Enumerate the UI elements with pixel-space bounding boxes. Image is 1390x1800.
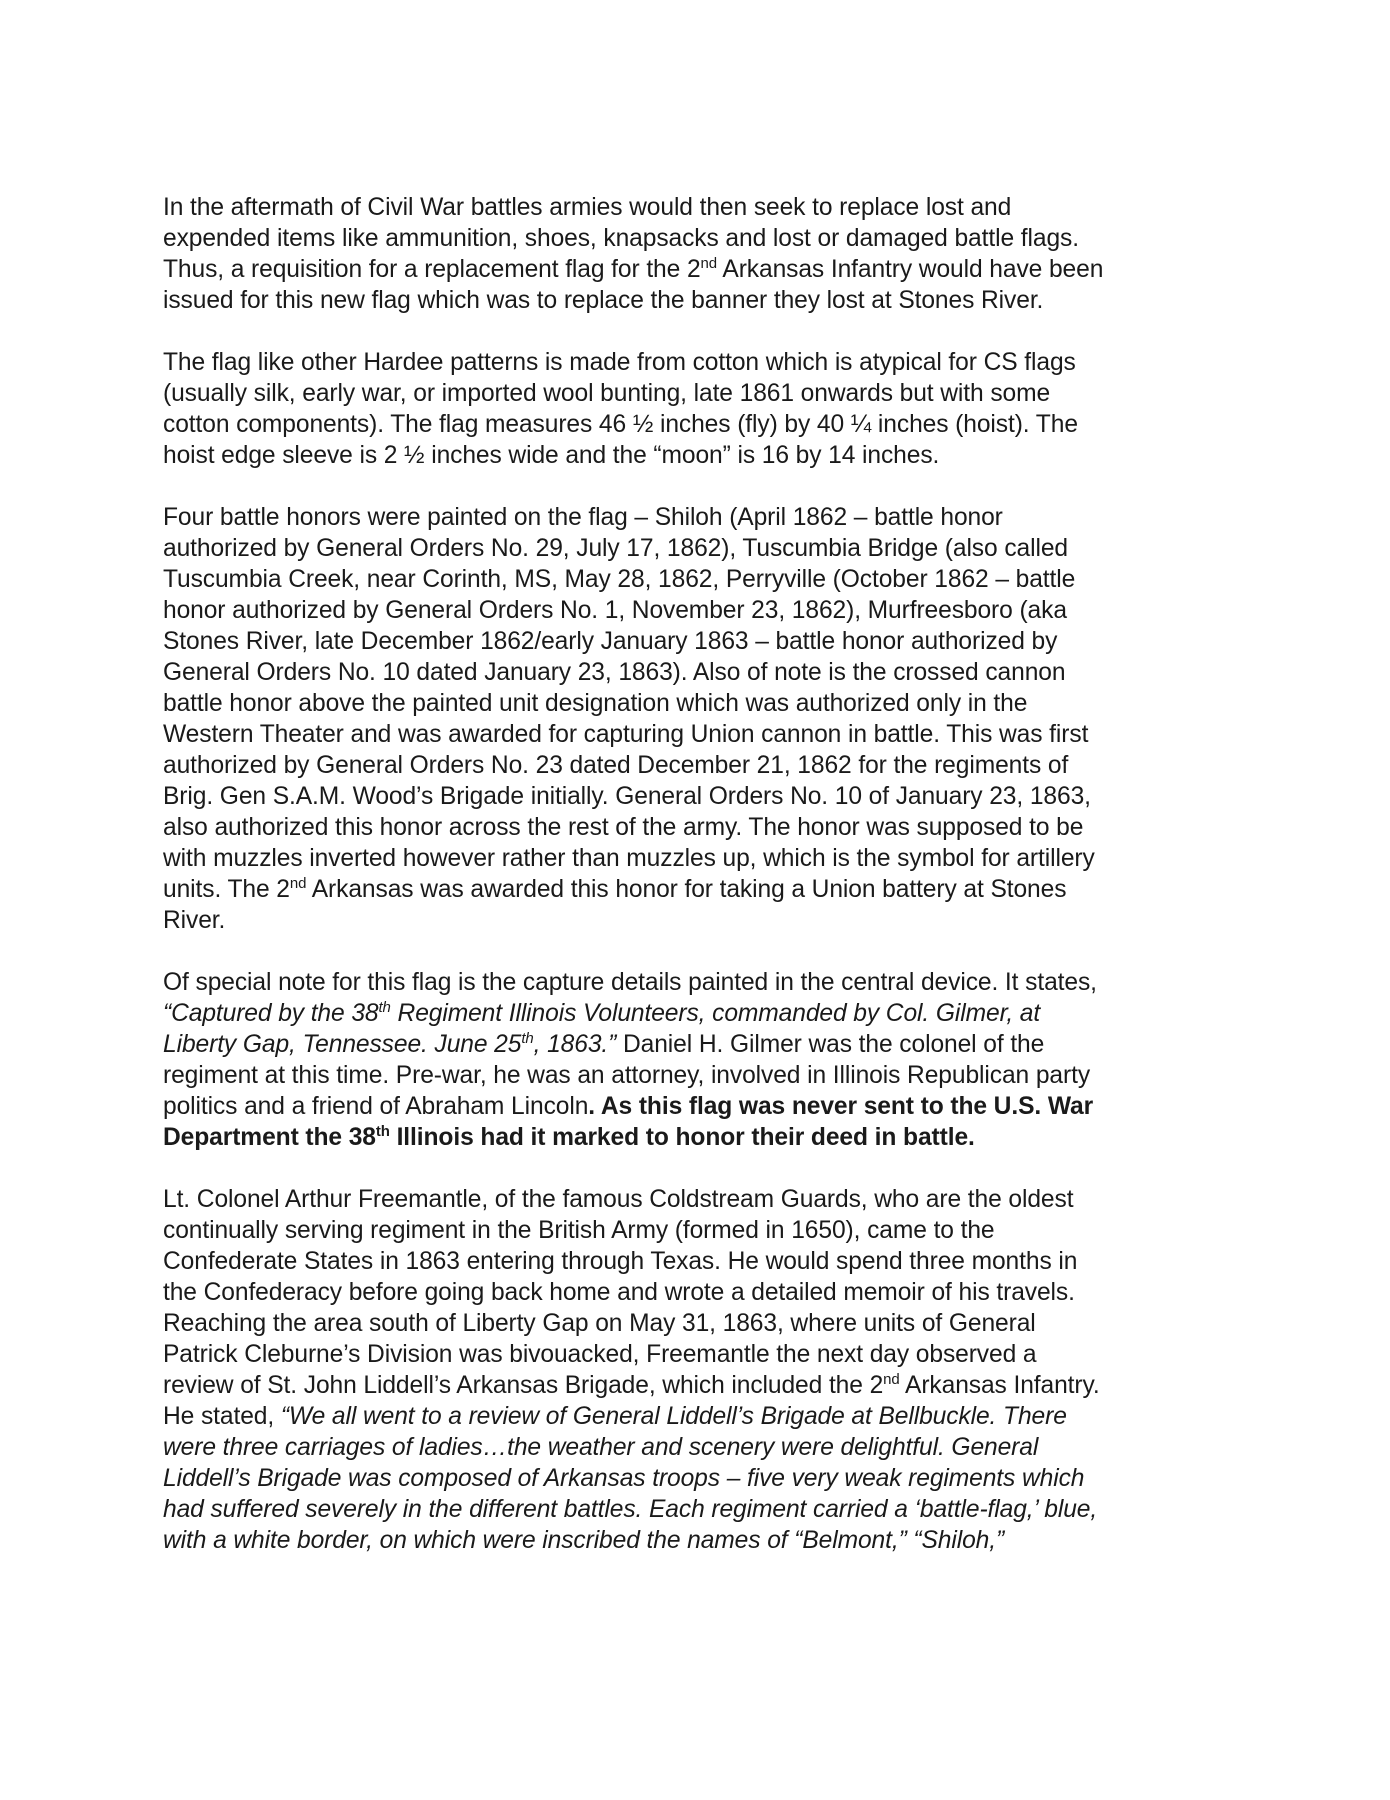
superscript: th <box>375 1123 390 1140</box>
text-segment: Thus, a requisition for a replacement flag for the 2 <box>163 256 701 283</box>
text-line <box>163 1401 1233 1432</box>
text-line: issued for this new flag which was to replace the banner they lost at Stones River. <box>163 287 1044 314</box>
text-line: Four battle honors were painted on the flag – Shiloh (April 1862 – battle honor <box>163 504 1003 531</box>
text-line <box>163 1091 1233 1122</box>
text-line: Stones River, late December 1862/early January 1863 – battle honor authorized by <box>163 628 1058 655</box>
text-line: with muzzles inverted however rather than muzzles up, which is the symbol for artillery <box>163 845 1095 872</box>
text-line: authorized by General Orders No. 23 dated December 21, 1862 for the regiments of <box>163 752 1069 779</box>
text-line: Western Theater and was awarded for capturing Union cannon in battle. This was first <box>163 721 1089 748</box>
text-line: cotton components). The flag measures 46 ½ inches (fly) by 40 ¼ inches (hoist). The <box>163 411 1078 438</box>
text-line: honor authorized by General Orders No. 1, November 23, 1862), Murfreesboro (aka <box>163 597 1067 624</box>
text-segment: review of St. John Liddell’s Arkansas Brigade, which included the 2 <box>163 1372 884 1399</box>
text-line: Lt. Colonel Arthur Freemantle, of the famous Coldstream Guards, who are the oldest <box>163 1186 1074 1213</box>
text-segment: units. The 2 <box>163 876 290 903</box>
document-body <box>163 192 1233 1556</box>
text-line <box>163 1370 1233 1401</box>
text-segment: Arkansas Infantry would have been <box>717 256 1104 283</box>
superscript: nd <box>289 875 307 892</box>
text-line: the Confederacy before going back home and wrote a detailed memoir of his travels. <box>163 1279 1075 1306</box>
text-line <box>163 874 1233 905</box>
text-line: also authorized this honor across the rest of the army. The honor was supposed to be <box>163 814 1084 841</box>
text-segment: Daniel H. Gilmer was the colonel of the <box>616 1031 1045 1058</box>
paragraph-freemantle <box>163 1184 1233 1556</box>
quote-segment: , 1863.” <box>533 1031 617 1058</box>
text-segment: politics and a friend of Abraham Lincoln <box>163 1093 589 1120</box>
text-line: Patrick Cleburne’s Division was bivouacked, Freemantle the next day observed a <box>163 1341 1037 1368</box>
superscript: th <box>521 1030 534 1047</box>
superscript: nd <box>883 1371 900 1388</box>
text-line: Brig. Gen S.A.M. Wood’s Brigade initially. General Orders No. 10 of January 23, 1863, <box>163 783 1091 810</box>
text-line <box>163 254 1233 285</box>
text-line: Confederate States in 1863 entering through Texas. He would spend three months in <box>163 1248 1078 1275</box>
text-line: Of special note for this flag is the capture details painted in the central device. It states, <box>163 969 1097 996</box>
text-line: (usually silk, early war, or imported wool bunting, late 1861 onwards but with some <box>163 380 1051 407</box>
superscript: nd <box>700 255 718 272</box>
text-line: authorized by General Orders No. 29, July 17, 1862), Tuscumbia Bridge (also called <box>163 535 1068 562</box>
text-line-quote: with a white border, on which were inscribed the names of “Belmont,” “Shiloh,” <box>163 1527 1005 1554</box>
text-line: Tuscumbia Creek, near Corinth, MS, May 28, 1862, Perryville (October 1862 – battle <box>163 566 1076 593</box>
paragraph-requisition <box>163 192 1233 316</box>
text-line <box>163 1029 1233 1060</box>
text-line: hoist edge sleeve is 2 ½ inches wide and the “moon” is 16 by 14 inches. <box>163 442 940 469</box>
text-line: expended items like ammunition, shoes, knapsacks and lost or damaged battle flags. <box>163 225 1079 252</box>
paragraph-flag-materials <box>163 347 1233 471</box>
text-segment: Illinois had it marked to honor their deed in battle. <box>389 1124 975 1151</box>
text-line: battle honor above the painted unit designation which was authorized only in the <box>163 690 1028 717</box>
text-segment: Arkansas was awarded this honor for taking a Union battery at Stones <box>306 876 1067 903</box>
text-line-quote: had suffered severely in the different battles. Each regiment carried a ‘battle-flag,’ blue, <box>163 1496 1098 1523</box>
text-segment: He stated, <box>163 1403 281 1430</box>
text-line: General Orders No. 10 dated January 23, 1863). Also of note is the crossed cannon <box>163 659 1066 686</box>
text-segment: Regiment Illinois Volunteers, commanded by Col. Gilmer, at <box>390 1000 1041 1027</box>
bold-segment: . As this flag was never sent to the U.S. War <box>588 1093 1094 1120</box>
text-line: The flag like other Hardee patterns is made from cotton which is atypical for CS flags <box>163 349 1076 376</box>
text-line: continually serving regiment in the British Army (formed in 1650), came to the <box>163 1217 995 1244</box>
text-line: Reaching the area south of Liberty Gap on May 31, 1863, where units of General <box>163 1310 1036 1337</box>
text-line-quote: were three carriages of ladies…the weather and scenery were delightful. General <box>163 1434 1039 1461</box>
text-line: River. <box>163 907 226 934</box>
text-segment: Department the 38 <box>163 1124 376 1151</box>
text-line-quote <box>163 998 1233 1029</box>
text-line-quote: Liddell’s Brigade was composed of Arkansas troops – five very weak regiments which <box>163 1465 1085 1492</box>
text-segment: Arkansas Infantry. <box>899 1372 1100 1399</box>
superscript: th <box>378 999 391 1016</box>
text-segment: “Captured by the 38 <box>163 1000 379 1027</box>
text-line: regiment at this time. Pre-war, he was an attorney, involved in Illinois Republican party <box>163 1062 1091 1089</box>
quote-segment: “We all went to a review of General Liddell’s Brigade at Bellbuckle. There <box>280 1403 1067 1430</box>
paragraph-capture-details <box>163 967 1233 1153</box>
paragraph-battle-honors <box>163 502 1233 936</box>
quote-segment: Liberty Gap, Tennessee. June 25 <box>163 1031 522 1058</box>
text-line: In the aftermath of Civil War battles armies would then seek to replace lost and <box>163 194 1012 221</box>
text-line-bold <box>163 1122 1233 1153</box>
